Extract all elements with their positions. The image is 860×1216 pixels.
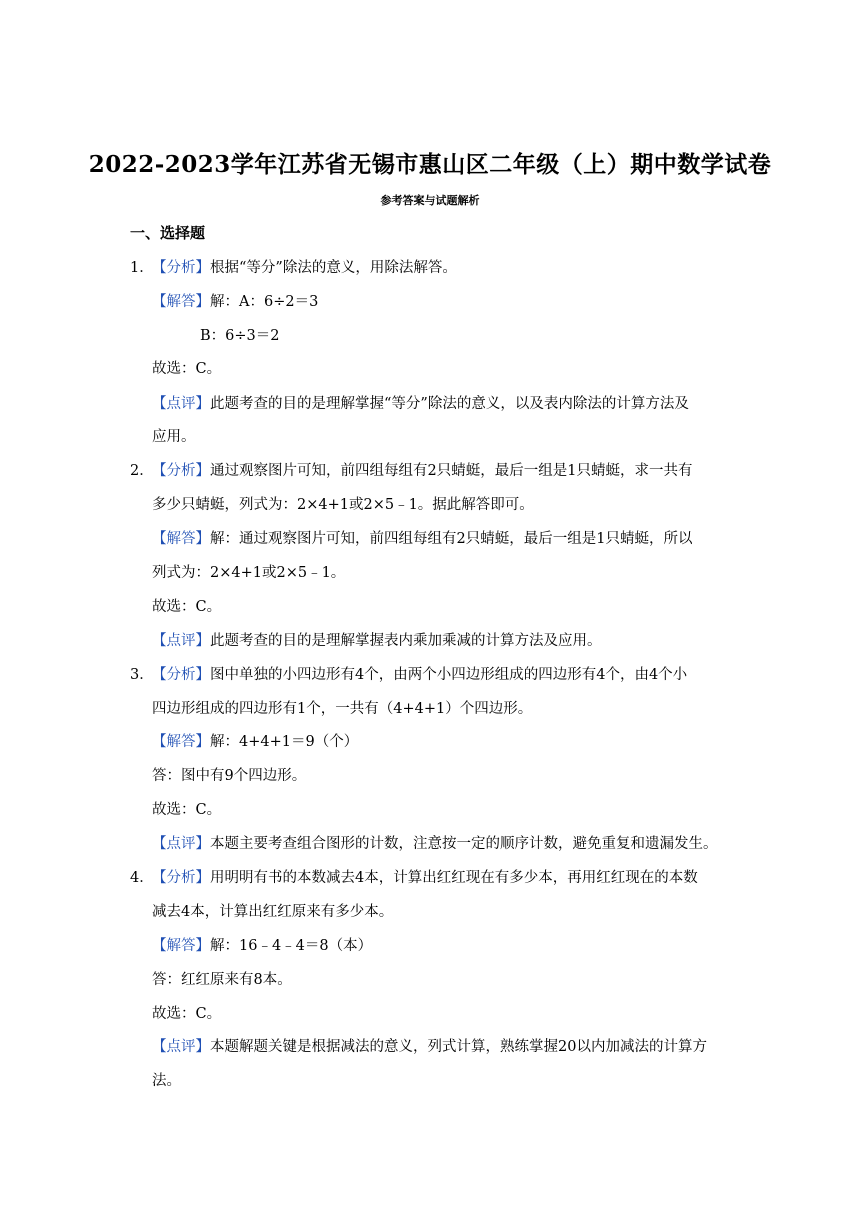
comment-text: 应用。 (152, 429, 196, 445)
analysis-line (152, 665, 687, 685)
question-number: 1． (130, 260, 154, 276)
analysis-tag: 【分析】 (152, 463, 210, 479)
analysis-line (152, 258, 457, 278)
analysis-text: 四边形组成的四边形有1个，一共有（4+4+1）个四边形。 (152, 701, 533, 717)
analysis-text: 减去4本，计算出红红原来有多少本。 (152, 904, 394, 920)
choice-text: 故选：C。 (152, 361, 222, 377)
comment-line (152, 834, 718, 854)
choice-text: 故选：C。 (152, 1006, 222, 1022)
comment-text: 此题考查的目的是理解掌握表内乘加乘减的计算方法及应用。 (210, 633, 602, 649)
analysis-text: 根据“等分”除法的意义，用除法解答。 (210, 260, 457, 276)
analysis-line (152, 461, 692, 481)
comment-text: 此题考查的目的是理解掌握“等分”除法的意义，以及表内除法的计算方法及 (210, 396, 689, 412)
choice-text: 故选：C。 (152, 802, 222, 818)
answer-text: B：6÷3＝2 (200, 328, 280, 344)
answer-text: 解：4+4+1＝9（个） (210, 734, 359, 750)
question-number: 3． (130, 667, 154, 683)
question-number: 4． (130, 870, 154, 886)
analysis-tag: 【分析】 (152, 870, 210, 886)
comment-line (152, 631, 602, 651)
answer-text: 解：通过观察图片可知，前四组每组有2只蜻蜓，最后一组是1只蜻蜓，所以 (210, 531, 693, 547)
comment-tag: 【点评】 (152, 396, 210, 412)
analysis-text: 用明明有书的本数减去4本，计算出红红现在有多少本，再用红红现在的本数 (210, 870, 698, 886)
analysis-line (152, 868, 698, 888)
page-title: 2022-2023学年江苏省无锡市惠山区二年级（上）期中数学试卷 (88, 151, 772, 178)
comment-tag: 【点评】 (152, 836, 210, 852)
answer-tag: 【解答】 (152, 294, 210, 310)
answer-text: 解：16﹣4﹣4＝8（本） (210, 938, 373, 954)
analysis-text: 多少只蜻蜓，列式为：2×4+1或2×5﹣1。据此解答即可。 (152, 497, 534, 513)
page-subtitle: 参考答案与试题解析 (380, 194, 480, 207)
answer-line (152, 292, 318, 312)
answer-tag: 【解答】 (152, 531, 210, 547)
reply-text: 答：图中有9个四边形。 (152, 768, 307, 784)
comment-text: 本题主要考查组合图形的计数，注意按一定的顺序计数，避免重复和遗漏发生。 (210, 836, 718, 852)
comment-tag: 【点评】 (152, 1039, 210, 1055)
answer-text: 解：A：6÷2＝3 (210, 294, 319, 310)
section-heading: 一、选择题 (130, 224, 206, 242)
comment-tag: 【点评】 (152, 633, 210, 649)
comment-text: 法。 (152, 1073, 181, 1089)
analysis-tag: 【分析】 (152, 667, 210, 683)
answer-tag: 【解答】 (152, 938, 210, 954)
choice-text: 故选：C。 (152, 599, 222, 615)
answer-text: 列式为：2×4+1或2×5﹣1。 (152, 565, 346, 581)
comment-line (152, 394, 689, 414)
analysis-tag: 【分析】 (152, 260, 210, 276)
analysis-text: 图中单独的小四边形有4个，由两个小四边形组成的四边形有4个，由4个小 (210, 667, 688, 683)
analysis-text: 通过观察图片可知，前四组每组有2只蜻蜓，最后一组是1只蜻蜓，求一共有 (210, 463, 693, 479)
answer-tag: 【解答】 (152, 734, 210, 750)
reply-text: 答：红红原来有8本。 (152, 972, 292, 988)
comment-text: 本题解题关键是根据减法的意义，列式计算，熟练掌握20以内加减法的计算方 (210, 1039, 707, 1055)
answer-line (152, 732, 358, 752)
answer-line (152, 529, 692, 549)
question-number: 2． (130, 463, 154, 479)
comment-line (152, 1037, 707, 1057)
answer-line (152, 936, 372, 956)
